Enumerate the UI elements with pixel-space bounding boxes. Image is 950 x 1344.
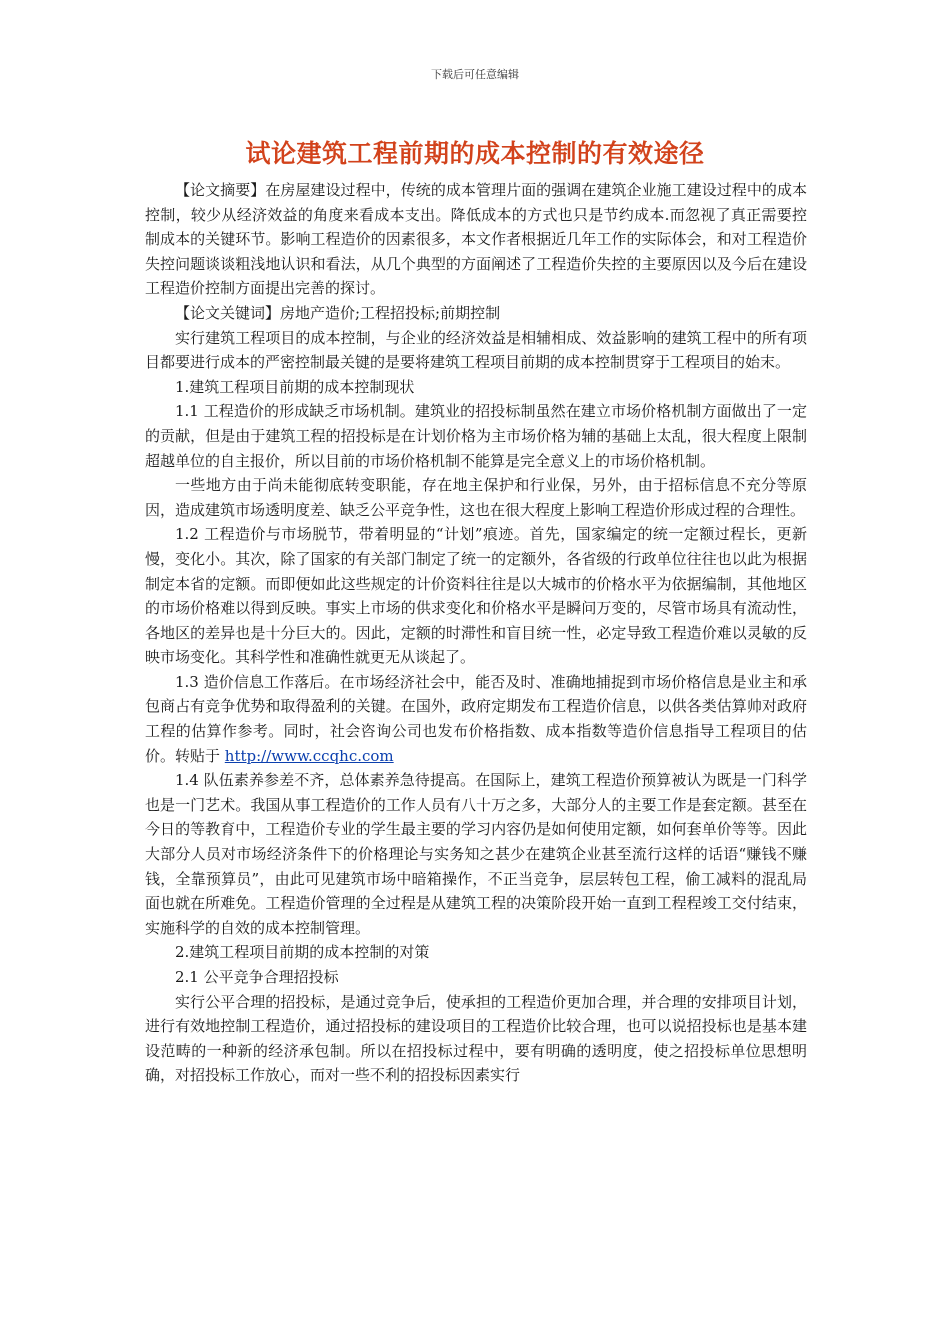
section-1-heading: 1.建筑工程项目前期的成本控制现状 xyxy=(175,377,415,396)
section-1-3-paragraph xyxy=(145,670,807,768)
section-1-3-text: 1.3 造价信息工作落后。在市场经济社会中，能否及时、准确地捕捉到市场价格信息是业主和承包商占有竞争优势和取得盈利的关键。在国外，政府定期发布工程造价信息，以供各类估算帅对政府工程的估算作参考。同时，社会咨询公司也发布价格指数、成本指数等造价信息指导工程项目的估价。转贴于 xyxy=(145,672,807,765)
section-1-1-continued-paragraph: 一些地方由于尚未能彻底转变职能，存在地主保护和行业保，另外，由于招标信息不充分等原因，造成建筑市场透明度差、缺乏公平竞争性，这也在很大程度上影响工程造价形成过程的合理性。 xyxy=(145,476,807,519)
source-link[interactable]: http://www.ccqhc.com xyxy=(224,746,394,765)
section-1-4-paragraph: 1.4 队伍素养参差不齐，总体素养急待提高。在国际上，建筑工程造价预算被认为既是一门科学也是一门艺术。我国从事工程造价的工作人员有八十万之多，大部分人的主要工作是套定额。甚至在今日的等教育中，工程造价专业的学生最主要的学习内容仍是如何使用定额，如何套单价等等。因此大部分人员对市场经济条件下的价格理论与实务知之甚少在建筑企业甚至流行这样的话语“赚钱不赚钱，全靠预算员”，由此可见建筑市场中暗箱操作，不正当竞争，层层转包工程，偷工减料的混乱局面也就在所难免。工程造价管理的全过程是从建筑工程的决策阶段开始一直到工程程竣工交付结束，实施科学的自效的成本控制管理。 xyxy=(145,771,807,937)
section-2-1-heading: 2.1 公平竞争合理招投标 xyxy=(175,968,339,986)
keywords-paragraph: 【论文关键词】房地产造价;工程招投标;前期控制 xyxy=(175,303,501,322)
document-body xyxy=(145,178,807,1088)
document-title: 试论建筑工程前期的成本控制的有效途径 xyxy=(245,139,705,168)
section-2-1-paragraph: 实行公平合理的招投标，是通过竞争后，使承担的工程造价更加合理，并合理的安排项目计划，进行有效地控制工程造价，通过招投标的建设项目的工程造价比较合理，也可以说招投标也是基本建设范畴的一种新的经济承包制。所以在招投标过程中，要有明确的透明度，使之招投标单位思想明确，对招投标工作放心，而对一些不利的招投标因素实行 xyxy=(145,992,807,1085)
section-1-1-paragraph: 1.1 工程造价的形成缺乏市场机制。建筑业的招投标制虽然在建立市场价格机制方面做出了一定的贡献，但是由于建筑工程的招投标是在计划价格为主市场价格为辅的基础上太乱，很大程度上限制超越单位的自主报价，所以目前的市场价格机制不能算是完全意义上的市场价格机制。 xyxy=(145,402,807,470)
section-1-2-paragraph: 1.2 工程造价与市场脱节，带着明显的“计划”痕迹。首先，国家编定的统一定额过程长，更新慢，变化小。其次，除了国家的有关部门制定了统一的定额外，各省级的行政单位往往也以此为根据制定本省的定额。而即便如此这些规定的计价资料往往是以大城市的价格水平为依据编制，其他地区的市场价格难以得到反映。事实上市场的供求变化和价格水平是瞬问万变的，尽管市场具有流动性，各地区的差异也是十分巨大的。因此，定额的时滞性和盲目统一性，必定导致工程造价难以灵敏的反映市场变化。其科学性和准确性就更无从谈起了。 xyxy=(145,525,807,667)
page-header-note: 下载后可任意编辑 xyxy=(431,68,519,81)
abstract-paragraph: 【论文摘要】在房屋建设过程中，传统的成本管理片面的强调在建筑企业施工建设过程中的成本控制，较少从经济效益的角度来看成本支出。降低成本的方式也只是节约成本.而忽视了真正需要控制成本的关键环节。影响工程造价的因素很多，本文作者根据近几年工作的实际体会，和对工程造价失控问题谈谈粗浅地认识和看法，从几个典型的方面阐述了工程造价失控的主要原因以及今后在建设工程造价控制方面提出完善的探讨。 xyxy=(145,181,807,298)
intro-paragraph: 实行建筑工程项目的成本控制，与企业的经济效益是相辅相成、效益影响的建筑工程中的所有项目都要进行成本的严密控制最关键的是要将建筑工程项目前期的成本控制贯穿于工程项目的始末。 xyxy=(145,328,807,372)
section-2-heading: 2.建筑工程项目前期的成本控制的对策 xyxy=(175,943,430,962)
